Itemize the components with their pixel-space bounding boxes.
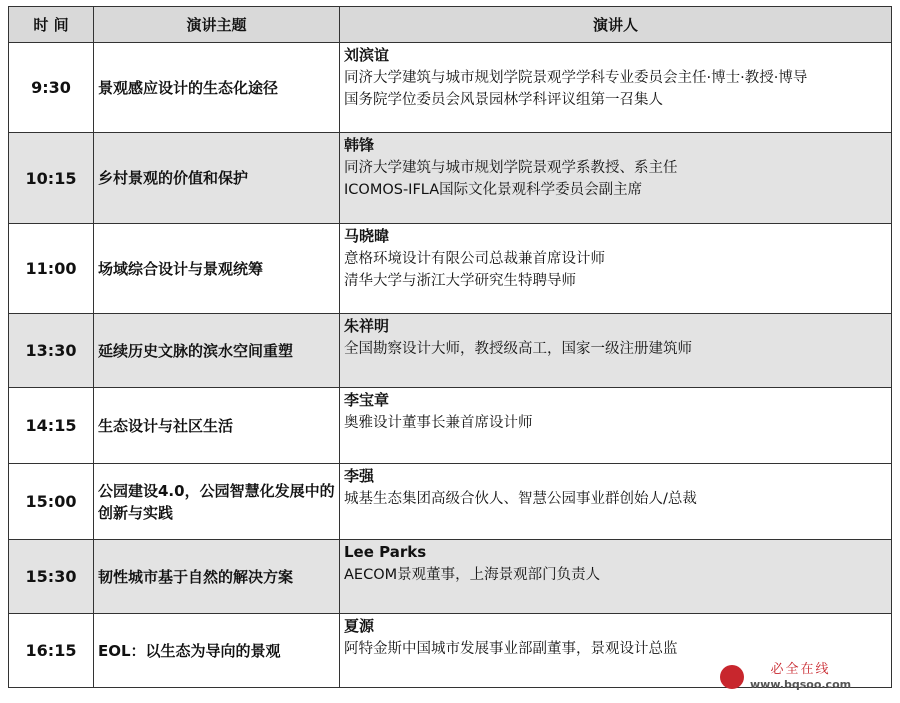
table-row (9, 540, 892, 614)
table-header-row (9, 7, 892, 43)
speaker-name: 马晓暐 (344, 227, 390, 245)
header-topic: 演讲主题 (94, 7, 340, 43)
table-row (9, 388, 892, 464)
session-time: 14:15 (9, 388, 94, 464)
session-topic: EOL：以生态为导向的景观 (94, 614, 340, 688)
session-topic: 公园建设4.0，公园智慧化发展中的创新与实践 (94, 464, 340, 540)
speaker-title: 同济大学建筑与城市规划学院景观学学科专业委员会主任·博士·教授·博导 (344, 69, 808, 86)
session-speaker (340, 464, 892, 540)
session-speaker (340, 314, 892, 388)
speaker-name: 夏源 (344, 617, 375, 635)
session-time: 9:30 (9, 43, 94, 133)
schedule-table (8, 6, 892, 688)
session-topic: 景观感应设计的生态化途径 (94, 43, 340, 133)
speaker-title: AECOM景观董事，上海景观部门负责人 (344, 566, 601, 583)
session-topic: 生态设计与社区生活 (94, 388, 340, 464)
speaker-title: 城基生态集团高级合伙人、智慧公园事业群创始人/总裁 (344, 490, 697, 507)
speaker-name: 李强 (344, 467, 375, 485)
speaker-title: 意格环境设计有限公司总裁兼首席设计师 (344, 250, 605, 267)
speaker-title: 奥雅设计董事长兼首席设计师 (344, 414, 533, 431)
session-time: 10:15 (9, 133, 94, 224)
session-time: 11:00 (9, 224, 94, 314)
logo-icon (720, 665, 744, 689)
session-speaker (340, 540, 892, 614)
speaker-name: 韩锋 (344, 136, 375, 154)
speaker-title: 清华大学与浙江大学研究生特聘导师 (344, 273, 576, 289)
header-speaker: 演讲人 (340, 7, 892, 43)
speaker-name: 李宝章 (344, 391, 390, 409)
table-row (9, 464, 892, 540)
table-row (9, 224, 892, 314)
session-time: 15:30 (9, 540, 94, 614)
speaker-title: 同济大学建筑与城市规划学院景观学系教授、系主任 (344, 159, 678, 176)
session-speaker (340, 224, 892, 314)
watermark (720, 659, 880, 695)
session-topic: 场域综合设计与景观统筹 (94, 224, 340, 314)
session-topic: 乡村景观的价值和保护 (94, 133, 340, 224)
watermark-url: www.bqsoo.com (750, 678, 852, 691)
session-time: 16:15 (9, 614, 94, 688)
table-row (9, 314, 892, 388)
watermark-site-name: 必全在线 (770, 662, 831, 677)
table-row (9, 43, 892, 133)
session-speaker (340, 43, 892, 133)
speaker-name: 刘滨谊 (344, 46, 390, 64)
session-speaker (340, 133, 892, 224)
watermark-text (750, 662, 851, 692)
speaker-title: 阿特金斯中国城市发展事业部副董事，景观设计总监 (344, 640, 678, 657)
session-speaker (340, 388, 892, 464)
session-topic: 韧性城市基于自然的解决方案 (94, 540, 340, 614)
speaker-title: 全国勘察设计大师，教授级高工，国家一级注册建筑师 (344, 340, 692, 357)
speaker-title: ICOMOS-IFLA国际文化景观科学委员会副主席 (344, 182, 643, 198)
header-time: 时 间 (9, 7, 94, 43)
speaker-name: Lee Parks (344, 543, 427, 561)
table-row (9, 133, 892, 224)
session-time: 15:00 (9, 464, 94, 540)
session-topic: 延续历史文脉的滨水空间重塑 (94, 314, 340, 388)
speaker-name: 朱祥明 (344, 317, 390, 335)
session-time: 13:30 (9, 314, 94, 388)
speaker-title: 国务院学位委员会风景园林学科评议组第一召集人 (344, 92, 663, 108)
